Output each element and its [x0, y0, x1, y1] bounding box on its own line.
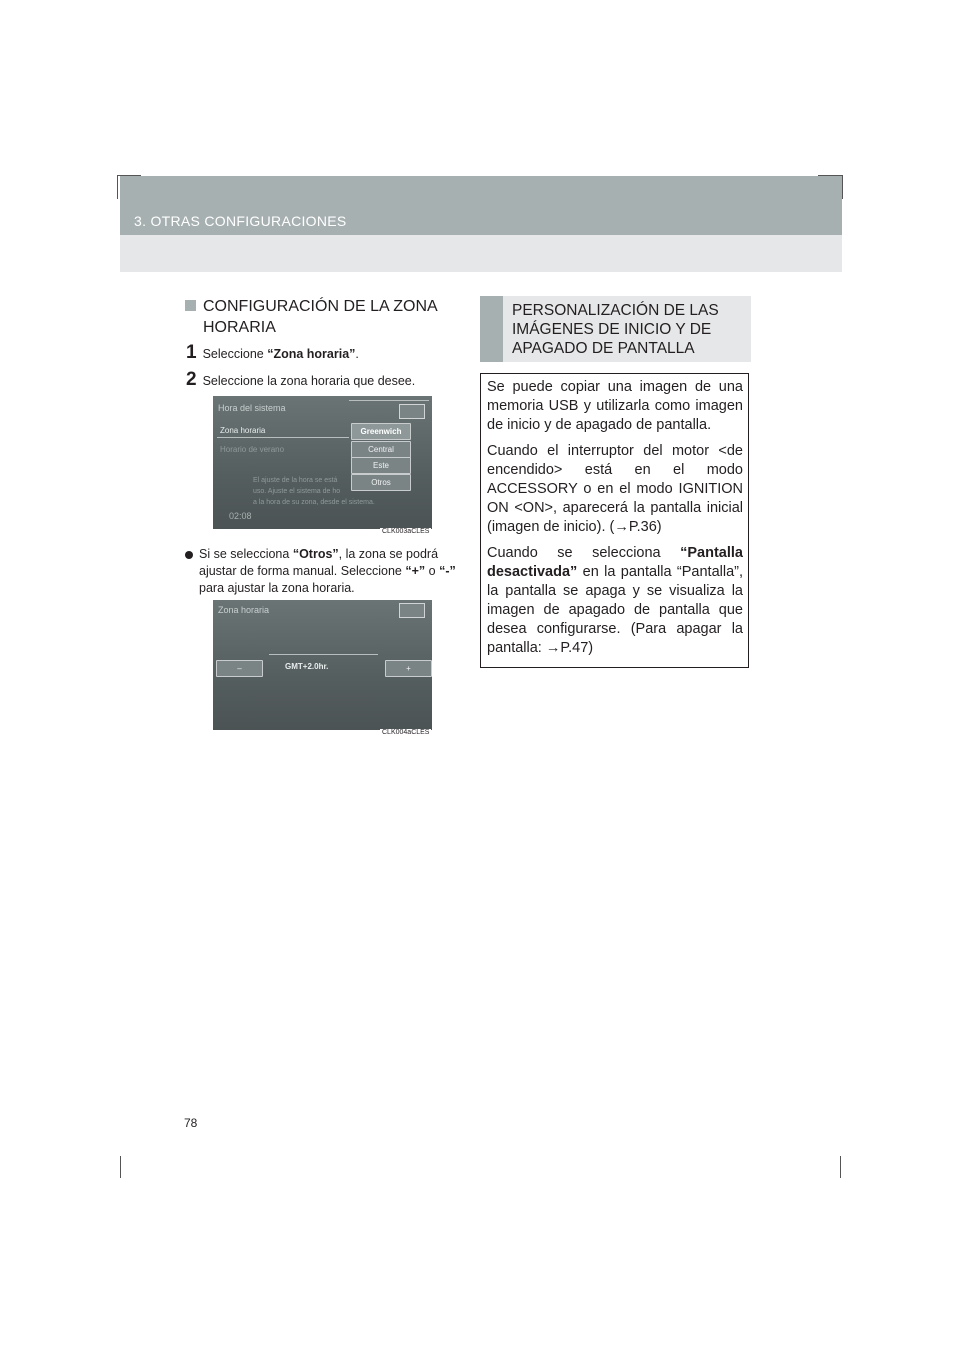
paragraph-1: Se puede copiar una imagen de una memoria USB y utilizarla como imagen de inicio y de apagado de pantalla.: [487, 379, 743, 433]
crop-mark: [840, 1156, 841, 1178]
divider: [269, 654, 378, 655]
clock-time: 02:08: [229, 511, 252, 521]
crop-mark: [117, 175, 118, 199]
header-strip: [120, 176, 842, 235]
faint-text: El ajuste de la hora se está: [253, 477, 338, 484]
note-otros: Si se selecciona “Otros”, la zona se podrá ajustar de forma manual. Seleccione “+” o “-” para ajustar la zona horaria.: [185, 546, 465, 597]
screenshot-zona-horaria: [213, 600, 432, 730]
box-content: [480, 373, 749, 668]
page-header: [120, 176, 842, 272]
square-bullet-icon: [185, 300, 196, 311]
step1-bold: “Zona horaria”: [267, 347, 356, 361]
crop-mark: [842, 175, 843, 199]
back-icon[interactable]: [399, 603, 425, 618]
section-title: 3. OTRAS CONFIGURACIONES: [134, 213, 347, 229]
step-1: 1 Seleccione “Zona horaria”.: [186, 342, 359, 363]
image-code: CLK003aCLES: [382, 528, 430, 535]
left-column: [183, 296, 465, 338]
back-icon[interactable]: [399, 404, 425, 419]
option-central[interactable]: Central: [351, 441, 411, 458]
step-2: 2 Seleccione la zona horaria que desee.: [186, 369, 416, 390]
heading-line1: CONFIGURACIÓN DE LA ZONA: [203, 298, 438, 315]
step-number: 2: [186, 369, 197, 390]
heading-line2: HORARIA: [203, 319, 276, 336]
page-number: 78: [184, 1116, 198, 1130]
heading-bar: [480, 296, 503, 362]
crop-mark: [120, 1156, 121, 1178]
heading-zona-horaria: [183, 296, 465, 338]
screen-title: Zona horaria: [218, 605, 270, 615]
faint-text: uso. Ajuste el sistema de ho: [253, 488, 341, 495]
bullet-icon: [185, 551, 193, 559]
gmt-value: GMT+2.0hr.: [285, 662, 329, 671]
divider: [349, 400, 429, 401]
screen-title: Hora del sistema: [218, 403, 286, 413]
box-title: PERSONALIZACIÓN DE LAS IMÁGENES DE INICIO Y DE APAGADO DE PANTALLA: [512, 302, 719, 357]
paragraph-2: Cuando el interruptor del motor <de encendido> está en el modo ACCESSORY o en el modo IGNITION ON <ON>, aparecerá la pantalla inicial (imagen de inicio). (→P.36): [487, 443, 743, 535]
divider: [217, 437, 349, 438]
minus-button[interactable]: –: [216, 660, 263, 677]
plus-button[interactable]: +: [385, 660, 432, 677]
row-horario-verano[interactable]: Horario de verano: [220, 445, 285, 454]
faint-text: a la hora de su zona, desde el sistema.: [253, 499, 375, 506]
image-code: CLK004aCLES: [382, 729, 430, 736]
option-este[interactable]: Este: [351, 457, 411, 474]
step-number: 1: [186, 342, 197, 363]
option-otros[interactable]: Otros: [351, 474, 411, 491]
option-greenwich[interactable]: Greenwich: [351, 423, 411, 440]
screenshot-hora-del-sistema: [213, 396, 432, 529]
box-heading: [480, 296, 751, 362]
row-zona-horaria[interactable]: Zona horaria: [220, 426, 266, 435]
paragraph-3: Cuando se selecciona “Pantalla desactivada” en la pantalla “Pantalla”, la pantalla se apaga y se visualiza la imagen de apagado de pantalla que desea configurarse. (Para apagar la pantalla: →P.47): [487, 545, 743, 656]
